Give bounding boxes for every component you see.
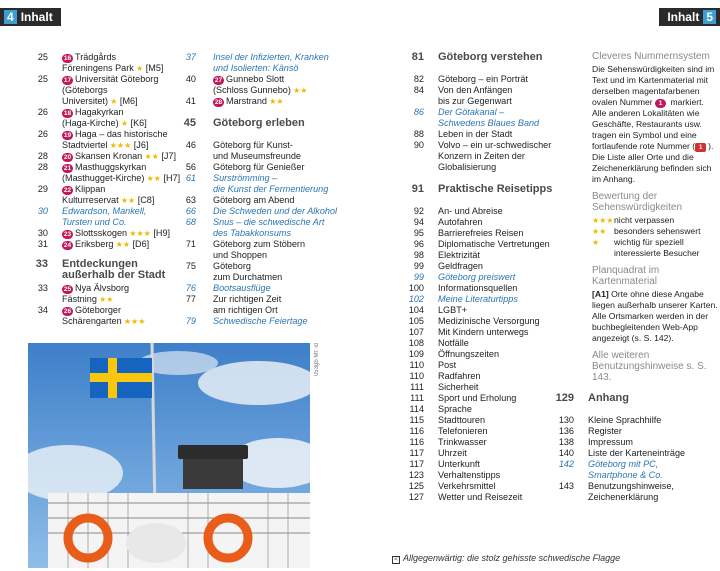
sight-number-badge: 24	[63, 242, 72, 249]
toc-title: Göteborg zum Stöbern	[213, 239, 305, 249]
toc-page-number: 129	[555, 392, 574, 404]
toc-title: Meine Literaturtipps	[438, 294, 518, 304]
toc-title: Notfälle	[438, 338, 469, 348]
toc-title: Edwardson, Mankell,	[62, 206, 147, 216]
toc-page-number: 84	[413, 85, 424, 95]
toc-title: Von den Anfängen	[438, 85, 513, 95]
toc-title: am richtigen Ort	[213, 305, 278, 315]
toc-title: Barrierefreies Reisen	[438, 228, 524, 238]
rating-stars-icon: ★★	[144, 174, 161, 183]
toc-title: Verkehrsmittel	[438, 481, 496, 491]
toc-title: Sport und Erholung	[438, 393, 517, 403]
map-grid-ref: [J6]	[131, 140, 149, 150]
toc-title: Fästning ★★	[62, 294, 114, 304]
sight-number-badge: 27	[214, 77, 223, 84]
map-grid-ref: [H9]	[150, 228, 171, 238]
toc-page-number: 46	[185, 140, 196, 150]
map-grid-ref: [M6]	[117, 96, 138, 106]
toc-page-number: 41	[185, 96, 196, 106]
toc-page-number: 29	[37, 184, 48, 194]
toc-page-number: 102	[408, 294, 424, 304]
toc-page-number: 143	[558, 481, 574, 491]
toc-title: Der Götakanal –	[438, 107, 505, 117]
toc-title: Liste der Karteneinträge	[588, 448, 686, 458]
toc-title: Schwedens Blaues Band	[438, 118, 540, 128]
rating-legend: ★★★nicht verpassen ★★ besonders sehenswert ★ wichtig für speziell interessierte Besucher	[592, 215, 701, 258]
toc-title: Globalisierung	[438, 162, 497, 172]
toc-page-number: 99	[413, 261, 424, 271]
sight-number-badge: 28	[214, 99, 223, 106]
toc-page-number: 82	[413, 74, 424, 84]
toc-title: 17 Universität Göteborg	[63, 74, 159, 84]
toc-page-number: 88	[413, 129, 424, 139]
toc-title: 28 Marstrand ★★	[214, 96, 284, 106]
rating-stars-icon: ★	[107, 97, 118, 106]
toc-page-number: 33	[35, 258, 48, 270]
toc-title: Göteborg am Abend	[213, 195, 295, 205]
toc-page-number: 116	[409, 426, 424, 436]
toc-page-number: 81	[411, 51, 424, 63]
red-number-badge: 1	[695, 143, 706, 152]
rating-stars-icon: ★★	[118, 196, 136, 205]
rating-stars-icon: ★★	[113, 240, 130, 249]
toc-page-number: 142	[558, 459, 574, 469]
page-number: 5	[703, 10, 716, 24]
three-stars-icon: ★★★	[592, 216, 614, 225]
toc-title: (Göteborgs	[62, 85, 108, 95]
toc-title: Medizinische Versorgung	[438, 316, 540, 326]
two-stars-icon: ★★	[592, 227, 607, 236]
toc-title: des Tabakkonsums	[213, 228, 292, 238]
toc-title: Göteborg für Kunst-	[213, 140, 293, 150]
toc-title: und Shoppen	[213, 250, 268, 260]
map-grid-ref: [H7]	[160, 173, 181, 183]
toc-title: 21 Masthuggskyrkan	[63, 162, 147, 172]
toc-title: Stadttouren	[438, 415, 486, 425]
ferry-flag-image	[28, 343, 310, 568]
toc-page-number: 125	[408, 481, 424, 491]
toc-title: 26 Göteborger	[63, 305, 122, 315]
toc-page-number: 25	[37, 74, 48, 84]
toc-page-number: 68	[185, 217, 196, 227]
toc-page-number: 79	[185, 316, 196, 326]
toc-page-number: 108	[408, 338, 424, 348]
toc-title: 27 Gunnebo Slott	[214, 74, 285, 84]
toc-page-number: 117	[409, 448, 424, 458]
toc-title: bis zur Gegenwart	[438, 96, 512, 106]
toc-title: 25 Nya Älvsborg	[63, 283, 130, 293]
photo-caption: < Allgegenwärtig: die stolz gehisste schwedische Flagge	[392, 553, 620, 564]
toc-page-number: 37	[185, 52, 196, 62]
toc-page-number: 140	[558, 448, 574, 458]
rating-stars-icon: ★★	[290, 86, 308, 95]
toc-title: Trinkwasser	[438, 437, 487, 447]
toc-title: 20 Skansen Kronan ★★ [J7]	[63, 151, 177, 161]
toc-page-number: 91	[411, 183, 424, 195]
toc-title: 18 Hagakyrkan	[63, 107, 124, 117]
sidebar-grid-text: [A1] Orte ohne diese Angabe liegen außerhalb unserer Karten. Alle Ortsmarken werden in der buchbegleitenden Web-App angezeigt (s. S. 142).	[592, 289, 718, 343]
sight-number-badge: 25	[63, 286, 72, 293]
toc-title: Volvo – ein ur-schwedischer	[438, 140, 552, 150]
toc-page-number: 105	[408, 316, 424, 326]
sidebar-heading-rating: Bewertung der Sehenswürdigkeiten	[592, 191, 683, 213]
sidebar-further-hints: Alle weiteren Benutzungshinweise s. S. 143.	[592, 350, 707, 383]
toc-page-number: 111	[410, 382, 424, 392]
sidebar-numbering-text: Die Sehenswürdigkeiten sind im Text und im Kartenmaterial mit derselben magentafarbenen ovalen Nummer 1 markiert. Alle anderen Lokalitäten wie Geschäfte, Restaurants usw. tragen ein Symbol und eine fortlaufende rote Nummer ( 1 ). Die Liste aller Orte und die Zeichenerklärung befinden sich im Anhang.	[592, 64, 715, 184]
toc-page-number: 28	[37, 162, 48, 172]
toc-page-number: 136	[558, 426, 574, 436]
toc-page-number: 45	[183, 117, 196, 129]
rating-stars-icon: ★★	[142, 152, 159, 161]
toc-title: Post	[438, 360, 457, 370]
toc-title: Öffnungszeiten	[438, 349, 500, 359]
toc-page-number: 110	[409, 371, 424, 381]
rating-stars-icon: ★★★	[107, 141, 132, 150]
toc-title: Göteborg	[213, 261, 251, 271]
toc-page-number: 95	[413, 228, 424, 238]
toc-page-number: 56	[185, 162, 196, 172]
toc-title: Autofahren	[438, 217, 483, 227]
toc-page-number: 90	[413, 140, 424, 150]
sight-number-badge: 16	[63, 55, 72, 62]
toc-page-number: 117	[409, 459, 424, 469]
toc-title: Register	[588, 426, 622, 436]
sight-number-badge: 18	[63, 110, 72, 117]
toc-title: Insel der Infizierten, Kranken	[213, 52, 329, 62]
toc-page-number: 86	[413, 107, 424, 117]
rating-stars-icon: ★★	[96, 295, 114, 304]
toc-page-number: 130	[558, 415, 574, 425]
toc-title: Geldfragen	[438, 261, 483, 271]
toc-title: Konzern in Zeiten der	[438, 151, 525, 161]
toc-title: Göteborg für Genießer	[213, 162, 305, 172]
toc-title: Kulturreservat ★★ [C8]	[62, 195, 155, 205]
map-grid-ref: [J7]	[158, 151, 177, 161]
right-page-tab	[659, 8, 720, 26]
toc-title: Bootsausflüge	[213, 283, 271, 293]
toc-title: Göteborg erleben	[213, 117, 305, 129]
toc-title: Impressum	[588, 437, 633, 447]
toc-title: (Schloss Gunnebo) ★★	[213, 85, 308, 95]
toc-page-number: 138	[558, 437, 574, 447]
rating-stars-icon: ★	[118, 119, 129, 128]
toc-page-number: 76	[185, 283, 196, 293]
toc-title: Verhaltenstipps	[438, 470, 501, 480]
page-number: 4	[4, 10, 17, 24]
toc-title: Mit Kindern unterwegs	[438, 327, 529, 337]
toc-page-number: 92	[413, 206, 424, 216]
toc-title: Entdeckungen	[62, 258, 138, 270]
toc-page-number: 109	[408, 349, 424, 359]
tab-label: Inhalt	[667, 10, 700, 24]
toc-title: Sprache	[438, 404, 472, 414]
toc-page-number: 66	[185, 206, 196, 216]
toc-title: die Kunst der Fermentierung	[213, 184, 329, 194]
left-page-tab	[0, 8, 61, 26]
rating-stars-icon: ★★★	[121, 317, 146, 326]
info-sidebar	[592, 51, 718, 385]
toc-page-number: 77	[185, 294, 196, 304]
toc-title: 19 Haga – das historische	[63, 129, 168, 139]
toc-title: zum Durchatmen	[213, 272, 283, 282]
toc-page-number: 25	[37, 52, 48, 62]
flag-photo	[28, 343, 310, 568]
toc-title: Schwedische Feiertage	[213, 316, 308, 326]
toc-title: Surströmming –	[213, 173, 278, 183]
sidebar-heading-grid: Planquadrat im Kartenmaterial	[592, 265, 660, 287]
toc-title: Snus – die schwedische Art	[213, 217, 325, 227]
caption-arrow-icon: <	[392, 556, 400, 564]
toc-page-number: 123	[408, 470, 424, 480]
toc-title: 24 Eriksberg ★★ [D6]	[63, 239, 150, 249]
toc-title: Sicherheit	[438, 382, 479, 392]
map-grid-ref: [M5]	[143, 63, 164, 73]
toc-title: Telefonieren	[438, 426, 488, 436]
toc-title: Universitet) ★ [M6]	[62, 96, 138, 106]
toc-page-number: 114	[409, 404, 424, 414]
map-grid-ref: [D6]	[130, 239, 150, 249]
sight-number-badge: 26	[63, 308, 72, 315]
sidebar-heading-numbering: Cleveres Nummernsystem	[592, 51, 710, 62]
rating-stars-icon: ★★★	[127, 229, 151, 238]
toc-title: Diplomatische Vertretungen	[438, 239, 550, 249]
map-grid-ref: [K6]	[128, 118, 147, 128]
toc-page-number: 33	[37, 283, 48, 293]
toc-page-number: 98	[413, 250, 424, 260]
toc-page-number: 26	[37, 129, 48, 139]
toc-title: Föreningens Park ★ [M5]	[62, 63, 164, 73]
tab-label: Inhalt	[20, 10, 53, 24]
toc-page-number: 61	[185, 173, 196, 183]
sight-number-badge: 17	[63, 77, 72, 84]
toc-title: Benutzungshinweise,	[588, 481, 674, 491]
sight-number-badge: 23	[63, 231, 72, 238]
toc-page-number: 104	[408, 305, 424, 315]
toc-title: und Isolierten: Känsö	[213, 63, 299, 73]
toc-title: Göteborg preiswert	[438, 272, 516, 282]
rating-stars-icon: ★	[133, 64, 144, 73]
map-grid-ref: [C8]	[135, 195, 155, 205]
toc-page-number: 110	[409, 360, 424, 370]
sight-number-badge: 19	[63, 132, 72, 139]
toc-title: Tursten und Co.	[62, 217, 127, 227]
toc-page-number: 40	[185, 74, 196, 84]
toc-page-number: 34	[37, 305, 48, 315]
toc-title: Anhang	[588, 392, 629, 404]
photo-credit: 053gb Mf: id	[314, 343, 320, 377]
one-star-icon: ★	[592, 238, 600, 247]
toc-title: Schärengarten ★★★	[62, 316, 146, 326]
toc-title: Smartphone & Co.	[588, 470, 663, 480]
toc-page-number: 115	[409, 415, 424, 425]
toc-page-number: 75	[185, 261, 196, 271]
toc-page-number: 30	[37, 228, 48, 238]
toc-title: 22 Klippan	[63, 184, 106, 194]
sight-number-badge: 21	[63, 165, 72, 172]
toc-page-number: 71	[185, 239, 196, 249]
toc-page-number: 127	[408, 492, 424, 502]
magenta-number-badge: 1	[655, 99, 666, 108]
rating-stars-icon: ★★	[266, 97, 284, 106]
toc-title: Zur richtigen Zeit	[213, 294, 282, 304]
toc-title: Elektrizität	[438, 250, 480, 260]
toc-page-number: 63	[185, 195, 196, 205]
toc-title: (Haga-Kirche) ★ [K6]	[62, 118, 147, 128]
toc-page-number: 116	[409, 437, 424, 447]
toc-title: Göteborg – ein Porträt	[438, 74, 528, 84]
toc-title: Unterkunft	[438, 459, 480, 469]
toc-page-number: 111	[410, 393, 424, 403]
toc-page-number: 99	[413, 272, 424, 282]
sight-number-badge: 20	[63, 154, 72, 161]
toc-page-number: 28	[37, 151, 48, 161]
toc-title: Die Schweden und der Alkohol	[213, 206, 338, 216]
toc-page-number: 94	[413, 217, 424, 227]
toc-title: Wetter und Reisezeit	[438, 492, 523, 502]
toc-title: Praktische Reisetipps	[438, 183, 553, 195]
toc-title: Informationsquellen	[438, 283, 518, 293]
sight-number-badge: 22	[63, 187, 72, 194]
toc-title: Radfahren	[438, 371, 481, 381]
toc-page-number: 96	[413, 239, 424, 249]
toc-title: 16 Trädgårds	[63, 52, 117, 62]
toc-title: (Masthugget-Kirche) ★★ [H7]	[62, 173, 181, 183]
toc-title: außerhalb der Stadt	[62, 269, 166, 281]
toc-title: LGBT+	[438, 305, 468, 315]
toc-page-number: 26	[37, 107, 48, 117]
toc-title: Leben in der Stadt	[438, 129, 513, 139]
toc-title: Uhrzeit	[438, 448, 467, 458]
toc-page-number: 31	[37, 239, 48, 249]
toc-title: und Museumsfreunde	[213, 151, 301, 161]
toc-title: Göteborg verstehen	[438, 51, 543, 63]
toc-page-number: 30	[37, 206, 48, 216]
toc-page-number: 100	[408, 283, 424, 293]
toc-page-number: 107	[408, 327, 424, 337]
toc-title: An- und Abreise	[438, 206, 503, 216]
toc-title: Zeichenerklärung	[588, 492, 659, 502]
toc-title: Stadtviertel ★★★ [J6]	[62, 140, 149, 150]
toc-title: Göteborg mit PC,	[588, 459, 659, 469]
toc-title: 23 Slottsskogen ★★★ [H9]	[63, 228, 171, 238]
toc-title: Kleine Sprachhilfe	[588, 415, 662, 425]
